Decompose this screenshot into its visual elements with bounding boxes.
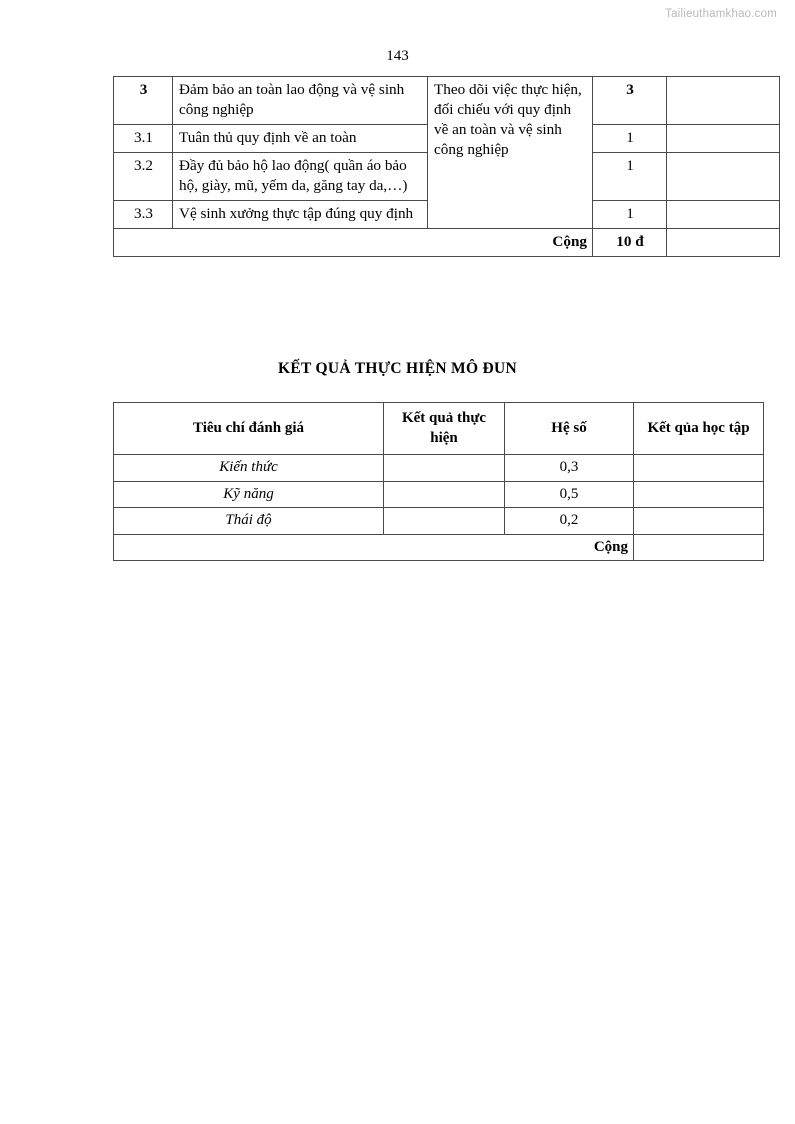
header-result: Kết quả thực hiện	[384, 403, 505, 455]
criteria-total-row	[114, 229, 780, 257]
row-index: 3	[114, 77, 173, 125]
row-note	[667, 77, 780, 125]
row-criterion: Kiến thức	[114, 455, 384, 482]
header-final-result: Kết qủa học tập	[634, 403, 764, 455]
result-header-row	[114, 403, 764, 455]
table-row	[114, 481, 764, 508]
total-value	[634, 534, 764, 561]
criteria-table-container	[113, 76, 719, 257]
criteria-table	[113, 76, 780, 257]
row-criterion: Đầy đủ bảo hộ lao động( quần áo bảo hộ, giày, mũ, yếm da, găng tay da,…)	[173, 153, 428, 201]
row-index: 3.2	[114, 153, 173, 201]
table-row	[114, 455, 764, 482]
row-note	[667, 201, 780, 229]
row-criterion: Vệ sinh xưởng thực tập đúng quy định	[173, 201, 428, 229]
row-result	[384, 455, 505, 482]
result-total-row	[114, 534, 764, 561]
row-score: 3	[593, 77, 667, 125]
row-score: 1	[593, 201, 667, 229]
site-watermark: Tailieuthamkhao.com	[665, 8, 777, 20]
total-label: Cộng	[114, 534, 634, 561]
table-row	[114, 508, 764, 535]
row-index: 3.3	[114, 201, 173, 229]
row-final-result	[634, 508, 764, 535]
header-criterion: Tiêu chí đánh giá	[114, 403, 384, 455]
row-coefficient: 0,3	[505, 455, 634, 482]
page-number: 143	[386, 48, 409, 64]
row-criterion: Tuân thủ quy định về an toàn	[173, 125, 428, 153]
row-note	[667, 153, 780, 201]
row-final-result	[634, 481, 764, 508]
row-coefficient: 0,5	[505, 481, 634, 508]
total-label: Cộng	[114, 229, 593, 257]
section-heading: KẾT QUẢ THỰC HIỆN MÔ ĐUN	[277, 360, 517, 377]
evaluation-method-cell: Theo dõi việc thực hiện, đối chiếu với quy định về an toàn và vệ sinh công nghiệp	[428, 77, 593, 229]
result-table	[113, 402, 764, 561]
header-coefficient: Hệ số	[505, 403, 634, 455]
row-criterion: Kỹ năng	[114, 481, 384, 508]
row-final-result	[634, 455, 764, 482]
row-score: 1	[593, 125, 667, 153]
row-score: 1	[593, 153, 667, 201]
row-result	[384, 508, 505, 535]
row-coefficient: 0,2	[505, 508, 634, 535]
row-note	[667, 125, 780, 153]
total-note	[667, 229, 780, 257]
total-value: 10 đ	[593, 229, 667, 257]
result-table-container	[113, 402, 750, 561]
row-result	[384, 481, 505, 508]
row-criterion: Đảm bảo an toàn lao động và vệ sinh công nghiệp	[173, 77, 428, 125]
row-index: 3.1	[114, 125, 173, 153]
table-row	[114, 77, 780, 125]
row-criterion: Thái độ	[114, 508, 384, 535]
